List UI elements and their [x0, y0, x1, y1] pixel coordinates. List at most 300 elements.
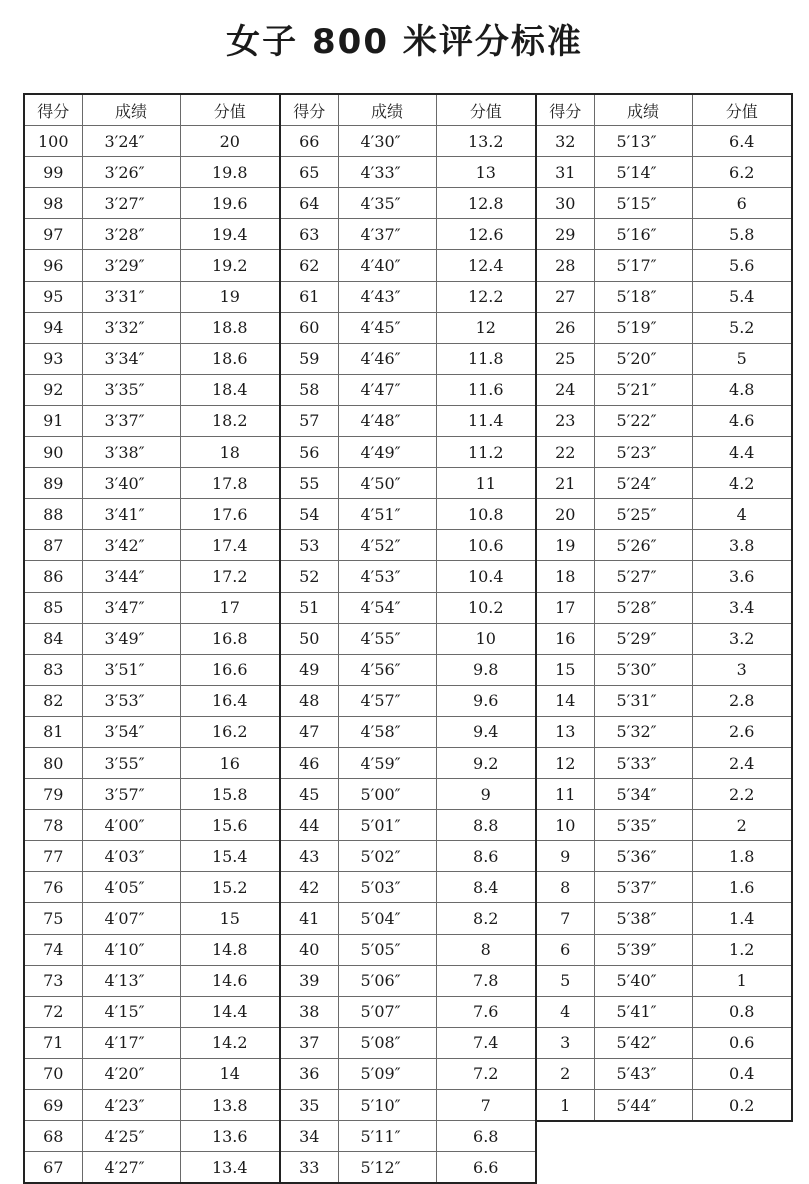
time-cell: 4′47″: [338, 374, 436, 405]
time-cell: 5′44″: [594, 1090, 692, 1122]
points-cell: 15.6: [180, 810, 280, 841]
header-time: 成绩: [82, 94, 180, 126]
table-row: [280, 1121, 536, 1152]
score-cell: 11: [536, 779, 594, 810]
table-row: [24, 747, 280, 778]
time-cell: 5′25″: [594, 499, 692, 530]
table-row: [280, 716, 536, 747]
time-cell: 5′31″: [594, 685, 692, 716]
time-cell: 4′56″: [338, 654, 436, 685]
score-cell: 6: [536, 934, 594, 965]
score-cell: 53: [280, 530, 338, 561]
score-table-block-1: [23, 93, 281, 1184]
points-cell: 18.8: [180, 312, 280, 343]
table-row: [536, 188, 792, 219]
table-row: [280, 157, 536, 188]
time-cell: 4′43″: [338, 281, 436, 312]
score-cell: 55: [280, 468, 338, 499]
points-cell: 11: [436, 468, 536, 499]
time-cell: 4′40″: [338, 250, 436, 281]
table-row: [24, 1152, 280, 1184]
points-cell: 8.4: [436, 872, 536, 903]
time-cell: 3′41″: [82, 499, 180, 530]
points-cell: 9.8: [436, 654, 536, 685]
score-cell: 59: [280, 343, 338, 374]
time-cell: 5′40″: [594, 965, 692, 996]
points-cell: 13: [436, 157, 536, 188]
score-table-block-2: [279, 93, 537, 1184]
points-cell: 18.4: [180, 374, 280, 405]
time-cell: 5′02″: [338, 841, 436, 872]
score-table: [535, 93, 793, 1122]
time-cell: 3′24″: [82, 126, 180, 157]
score-cell: 47: [280, 716, 338, 747]
table-row: [24, 716, 280, 747]
points-cell: 0.8: [692, 996, 792, 1027]
time-cell: 4′03″: [82, 841, 180, 872]
points-cell: 0.6: [692, 1027, 792, 1058]
table-row: [24, 1058, 280, 1089]
table-row: [536, 126, 792, 157]
score-cell: 60: [280, 312, 338, 343]
score-table-block-3: [535, 93, 793, 1122]
time-cell: 5′43″: [594, 1058, 692, 1089]
table-row: [24, 188, 280, 219]
points-cell: 10.8: [436, 499, 536, 530]
points-cell: 3.2: [692, 623, 792, 654]
score-cell: 29: [536, 219, 594, 250]
time-cell: 5′42″: [594, 1027, 692, 1058]
time-cell: 5′19″: [594, 312, 692, 343]
score-cell: 24: [536, 374, 594, 405]
time-cell: 4′33″: [338, 157, 436, 188]
time-cell: 4′49″: [338, 437, 436, 468]
time-cell: 5′16″: [594, 219, 692, 250]
score-cell: 49: [280, 654, 338, 685]
time-cell: 5′27″: [594, 561, 692, 592]
points-cell: 12: [436, 312, 536, 343]
time-cell: 5′01″: [338, 810, 436, 841]
time-cell: 3′57″: [82, 779, 180, 810]
table-row: [280, 1152, 536, 1184]
time-cell: 5′38″: [594, 903, 692, 934]
score-cell: 92: [24, 374, 82, 405]
table-row: [24, 654, 280, 685]
score-cell: 99: [24, 157, 82, 188]
table-row: [280, 188, 536, 219]
table-row: [536, 685, 792, 716]
time-cell: 5′11″: [338, 1121, 436, 1152]
time-cell: 4′57″: [338, 685, 436, 716]
table-row: [536, 623, 792, 654]
table-row: [536, 592, 792, 623]
score-cell: 79: [24, 779, 82, 810]
score-cell: 74: [24, 934, 82, 965]
points-cell: 7.8: [436, 965, 536, 996]
points-cell: 7.2: [436, 1058, 536, 1089]
time-cell: 5′05″: [338, 934, 436, 965]
points-cell: 17.4: [180, 530, 280, 561]
points-cell: 8.8: [436, 810, 536, 841]
points-cell: 16: [180, 747, 280, 778]
score-cell: 31: [536, 157, 594, 188]
score-cell: 5: [536, 965, 594, 996]
header-score: 得分: [24, 94, 82, 126]
points-cell: 19.4: [180, 219, 280, 250]
time-cell: 4′25″: [82, 1121, 180, 1152]
points-cell: 15: [180, 903, 280, 934]
score-cell: 36: [280, 1058, 338, 1089]
time-cell: 4′07″: [82, 903, 180, 934]
score-cell: 1: [536, 1090, 594, 1122]
score-cell: 19: [536, 530, 594, 561]
table-row: [280, 934, 536, 965]
table-row: [24, 157, 280, 188]
table-row: [24, 312, 280, 343]
points-cell: 10.2: [436, 592, 536, 623]
time-cell: 5′06″: [338, 965, 436, 996]
table-row: [536, 1027, 792, 1058]
time-cell: 3′38″: [82, 437, 180, 468]
points-cell: 3.6: [692, 561, 792, 592]
points-cell: 0.2: [692, 1090, 792, 1122]
points-cell: 13.8: [180, 1090, 280, 1121]
score-cell: 67: [24, 1152, 82, 1184]
time-cell: 4′48″: [338, 405, 436, 436]
time-cell: 5′15″: [594, 188, 692, 219]
points-cell: 5: [692, 343, 792, 374]
points-cell: 7.4: [436, 1027, 536, 1058]
points-cell: 17.2: [180, 561, 280, 592]
table-row: [280, 1058, 536, 1089]
table-row: [536, 841, 792, 872]
table-row: [24, 903, 280, 934]
score-cell: 45: [280, 779, 338, 810]
table-row: [536, 810, 792, 841]
time-cell: 3′47″: [82, 592, 180, 623]
points-cell: 12.8: [436, 188, 536, 219]
score-cell: 33: [280, 1152, 338, 1184]
score-cell: 16: [536, 623, 594, 654]
table-row: [280, 810, 536, 841]
score-cell: 80: [24, 747, 82, 778]
table-row: [24, 343, 280, 374]
header-points: 分值: [180, 94, 280, 126]
table-row: [536, 716, 792, 747]
points-cell: 0.4: [692, 1058, 792, 1089]
points-cell: 2.8: [692, 685, 792, 716]
score-cell: 52: [280, 561, 338, 592]
score-cell: 58: [280, 374, 338, 405]
table-row: [280, 965, 536, 996]
score-cell: 15: [536, 654, 594, 685]
table-row: [280, 592, 536, 623]
header-points: 分值: [436, 94, 536, 126]
score-cell: 76: [24, 872, 82, 903]
points-cell: 14.4: [180, 996, 280, 1027]
time-cell: 3′35″: [82, 374, 180, 405]
time-cell: 3′44″: [82, 561, 180, 592]
time-cell: 5′12″: [338, 1152, 436, 1184]
time-cell: 4′52″: [338, 530, 436, 561]
score-cell: 41: [280, 903, 338, 934]
score-cell: 32: [536, 126, 594, 157]
table-row: [24, 810, 280, 841]
points-cell: 12.4: [436, 250, 536, 281]
time-cell: 5′00″: [338, 779, 436, 810]
points-cell: 11.2: [436, 437, 536, 468]
points-cell: 5.4: [692, 281, 792, 312]
points-cell: 11.6: [436, 374, 536, 405]
time-cell: 5′18″: [594, 281, 692, 312]
header-row: [280, 94, 536, 126]
score-cell: 48: [280, 685, 338, 716]
score-cell: 40: [280, 934, 338, 965]
table-row: [24, 250, 280, 281]
table-row: [280, 623, 536, 654]
page-title: 女子 800 米评分标准: [226, 22, 583, 62]
score-cell: 9: [536, 841, 594, 872]
points-cell: 14.2: [180, 1027, 280, 1058]
score-cell: 50: [280, 623, 338, 654]
table-row: [280, 126, 536, 157]
table-row: [24, 561, 280, 592]
score-cell: 51: [280, 592, 338, 623]
table-row: [536, 468, 792, 499]
header-score: 得分: [280, 94, 338, 126]
score-cell: 2: [536, 1058, 594, 1089]
table-row: [536, 374, 792, 405]
score-cell: 38: [280, 996, 338, 1027]
time-cell: 5′10″: [338, 1090, 436, 1121]
time-cell: 5′13″: [594, 126, 692, 157]
points-cell: 5.8: [692, 219, 792, 250]
time-cell: 5′04″: [338, 903, 436, 934]
points-cell: 18.2: [180, 405, 280, 436]
time-cell: 3′29″: [82, 250, 180, 281]
time-cell: 5′32″: [594, 716, 692, 747]
table-row: [280, 499, 536, 530]
score-cell: 65: [280, 157, 338, 188]
header-points: 分值: [692, 94, 792, 126]
table-row: [24, 592, 280, 623]
points-cell: 16.2: [180, 716, 280, 747]
points-cell: 15.2: [180, 872, 280, 903]
points-cell: 19.2: [180, 250, 280, 281]
points-cell: 6.8: [436, 1121, 536, 1152]
points-cell: 7.6: [436, 996, 536, 1027]
table-row: [24, 281, 280, 312]
score-cell: 56: [280, 437, 338, 468]
score-cell: 95: [24, 281, 82, 312]
time-cell: 5′14″: [594, 157, 692, 188]
time-cell: 5′22″: [594, 405, 692, 436]
time-cell: 5′07″: [338, 996, 436, 1027]
time-cell: 4′59″: [338, 747, 436, 778]
score-cell: 7: [536, 903, 594, 934]
table-row: [536, 561, 792, 592]
score-cell: 27: [536, 281, 594, 312]
table-row: [280, 312, 536, 343]
time-cell: 3′51″: [82, 654, 180, 685]
table-row: [24, 934, 280, 965]
points-cell: 4.4: [692, 437, 792, 468]
time-cell: 4′15″: [82, 996, 180, 1027]
score-cell: 39: [280, 965, 338, 996]
table-row: [280, 281, 536, 312]
time-cell: 3′31″: [82, 281, 180, 312]
score-cell: 37: [280, 1027, 338, 1058]
table-row: [536, 530, 792, 561]
score-cell: 44: [280, 810, 338, 841]
points-cell: 1.2: [692, 934, 792, 965]
points-cell: 14.6: [180, 965, 280, 996]
points-cell: 6.4: [692, 126, 792, 157]
points-cell: 2: [692, 810, 792, 841]
time-cell: 5′09″: [338, 1058, 436, 1089]
time-cell: 5′39″: [594, 934, 692, 965]
score-cell: 89: [24, 468, 82, 499]
table-row: [280, 530, 536, 561]
time-cell: 3′40″: [82, 468, 180, 499]
points-cell: 10.4: [436, 561, 536, 592]
score-cell: 100: [24, 126, 82, 157]
table-row: [536, 343, 792, 374]
header-score: 得分: [536, 94, 594, 126]
points-cell: 17.8: [180, 468, 280, 499]
points-cell: 16.6: [180, 654, 280, 685]
time-cell: 3′34″: [82, 343, 180, 374]
score-cell: 68: [24, 1121, 82, 1152]
points-cell: 8.2: [436, 903, 536, 934]
points-cell: 11.4: [436, 405, 536, 436]
time-cell: 3′37″: [82, 405, 180, 436]
points-cell: 1.4: [692, 903, 792, 934]
score-cell: 63: [280, 219, 338, 250]
time-cell: 4′30″: [338, 126, 436, 157]
score-cell: 3: [536, 1027, 594, 1058]
score-cell: 43: [280, 841, 338, 872]
points-cell: 11.8: [436, 343, 536, 374]
table-row: [24, 872, 280, 903]
points-cell: 6.2: [692, 157, 792, 188]
time-cell: 5′24″: [594, 468, 692, 499]
table-row: [280, 1027, 536, 1058]
score-cell: 96: [24, 250, 82, 281]
points-cell: 17.6: [180, 499, 280, 530]
table-row: [280, 779, 536, 810]
table-row: [24, 405, 280, 436]
score-cell: 54: [280, 499, 338, 530]
points-cell: 18.6: [180, 343, 280, 374]
time-cell: 4′00″: [82, 810, 180, 841]
score-cell: 87: [24, 530, 82, 561]
table-row: [24, 1027, 280, 1058]
table-row: [24, 499, 280, 530]
table-row: [280, 374, 536, 405]
points-cell: 1: [692, 965, 792, 996]
table-row: [24, 530, 280, 561]
score-cell: 30: [536, 188, 594, 219]
points-cell: 3: [692, 654, 792, 685]
time-cell: 4′45″: [338, 312, 436, 343]
table-row: [536, 281, 792, 312]
time-cell: 4′10″: [82, 934, 180, 965]
score-cell: 94: [24, 312, 82, 343]
score-cell: 64: [280, 188, 338, 219]
table-row: [536, 250, 792, 281]
score-cell: 85: [24, 592, 82, 623]
score-cell: 82: [24, 685, 82, 716]
score-table: [23, 93, 281, 1184]
table-row: [536, 747, 792, 778]
table-row: [280, 468, 536, 499]
score-cell: 71: [24, 1027, 82, 1058]
points-cell: 8.6: [436, 841, 536, 872]
time-cell: 5′17″: [594, 250, 692, 281]
time-cell: 3′27″: [82, 188, 180, 219]
header-time: 成绩: [594, 94, 692, 126]
score-cell: 97: [24, 219, 82, 250]
time-cell: 5′28″: [594, 592, 692, 623]
score-cell: 12: [536, 747, 594, 778]
table-row: [24, 374, 280, 405]
points-cell: 19.8: [180, 157, 280, 188]
points-cell: 14.8: [180, 934, 280, 965]
score-table: [279, 93, 537, 1184]
score-cell: 86: [24, 561, 82, 592]
time-cell: 5′23″: [594, 437, 692, 468]
time-cell: 4′58″: [338, 716, 436, 747]
score-cell: 23: [536, 405, 594, 436]
points-cell: 18: [180, 437, 280, 468]
points-cell: 13.6: [180, 1121, 280, 1152]
points-cell: 1.6: [692, 872, 792, 903]
score-cell: 70: [24, 1058, 82, 1089]
table-row: [536, 1058, 792, 1089]
points-cell: 14: [180, 1058, 280, 1089]
table-row: [280, 343, 536, 374]
score-cell: 78: [24, 810, 82, 841]
time-cell: 4′53″: [338, 561, 436, 592]
points-cell: 19.6: [180, 188, 280, 219]
points-cell: 19: [180, 281, 280, 312]
points-cell: 6: [692, 188, 792, 219]
score-cell: 81: [24, 716, 82, 747]
header-time: 成绩: [338, 94, 436, 126]
table-row: [536, 996, 792, 1027]
points-cell: 3.4: [692, 592, 792, 623]
table-row: [536, 1090, 792, 1122]
points-cell: 2.2: [692, 779, 792, 810]
points-cell: 7: [436, 1090, 536, 1121]
time-cell: 3′26″: [82, 157, 180, 188]
time-cell: 4′46″: [338, 343, 436, 374]
table-row: [536, 965, 792, 996]
time-cell: 3′42″: [82, 530, 180, 561]
points-cell: 9.2: [436, 747, 536, 778]
score-cell: 72: [24, 996, 82, 1027]
time-cell: 5′08″: [338, 1027, 436, 1058]
score-cell: 18: [536, 561, 594, 592]
time-cell: 3′54″: [82, 716, 180, 747]
score-cell: 35: [280, 1090, 338, 1121]
table-row: [280, 872, 536, 903]
table-row: [280, 437, 536, 468]
points-cell: 4.2: [692, 468, 792, 499]
table-row: [24, 841, 280, 872]
score-cell: 13: [536, 716, 594, 747]
